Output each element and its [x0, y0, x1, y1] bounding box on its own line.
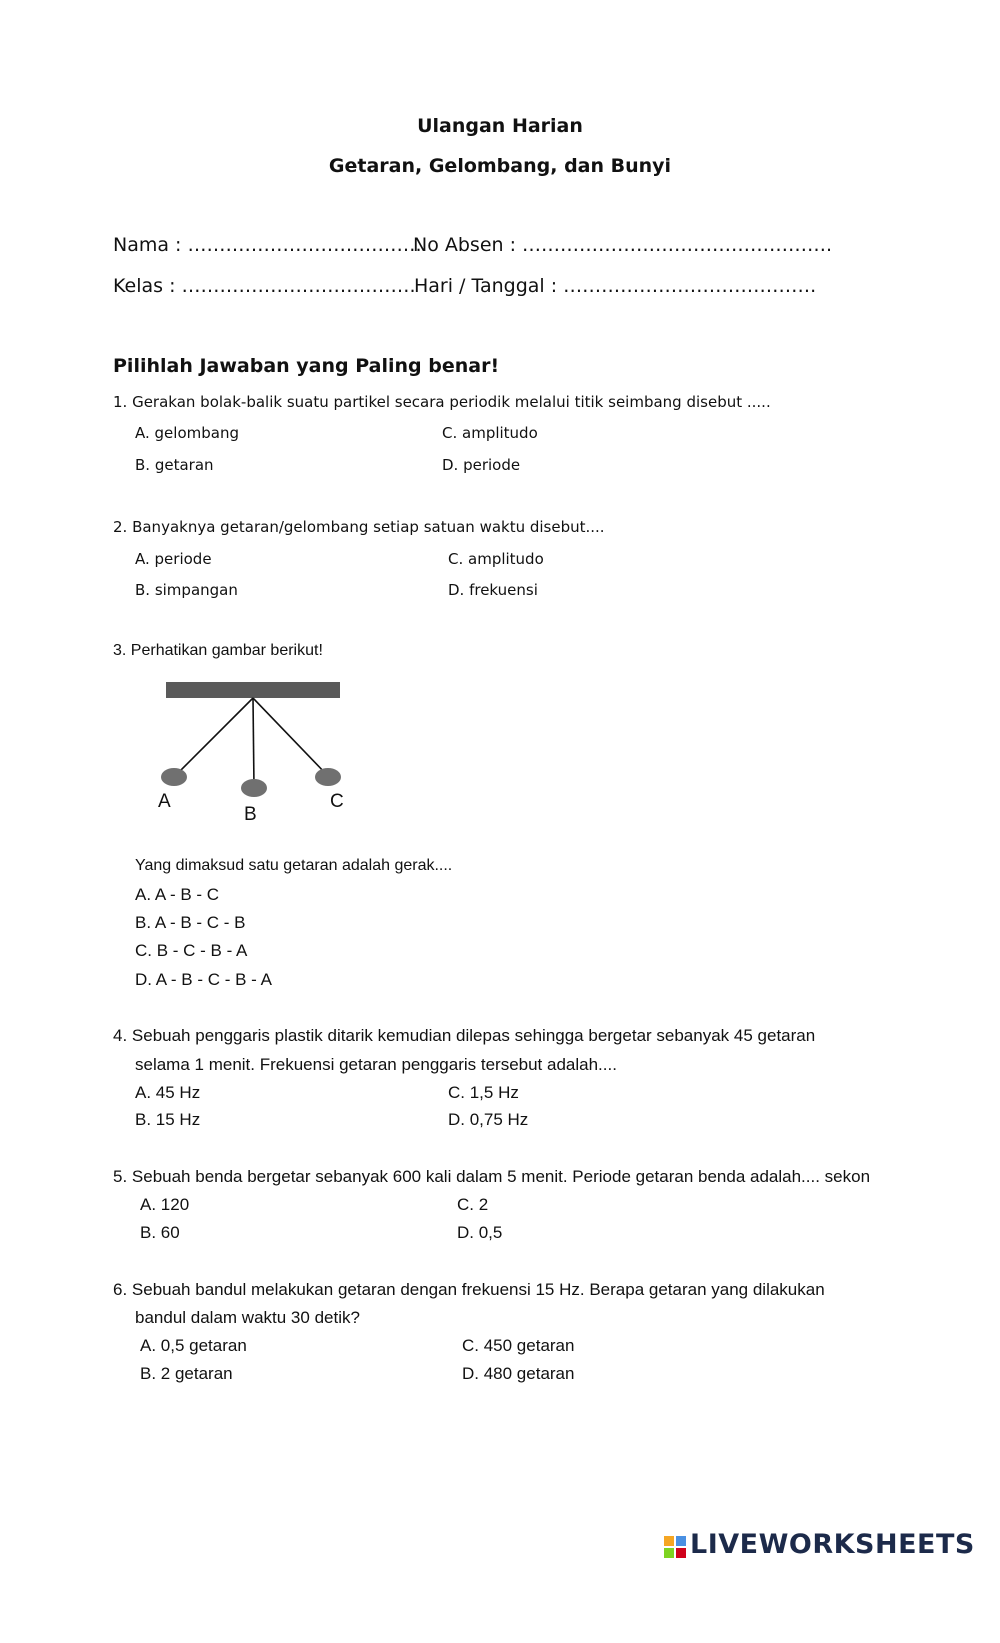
page-subtitle: Getaran, Gelombang, dan Bunyi	[328, 155, 672, 177]
question-3-sub: Yang dimaksud satu getaran adalah gerak....	[135, 857, 453, 874]
hari-tanggal-field[interactable]: Hari / Tanggal : ………………………………….	[414, 275, 817, 297]
pendulum-string-b	[253, 698, 254, 788]
q1-option-a[interactable]: A. gelombang	[135, 424, 239, 442]
q4-option-b[interactable]: B. 15 Hz	[135, 1110, 201, 1129]
question-6-line1: 6. Sebuah bandul melakukan getaran dengan frekuensi 15 Hz. Berapa getaran yang dilakukan	[113, 1280, 825, 1299]
q4-option-c[interactable]: C. 1,5 Hz	[448, 1083, 519, 1102]
liveworksheets-logo[interactable]	[664, 1529, 975, 1560]
q6-option-a[interactable]: A. 0,5 getaran	[140, 1336, 247, 1355]
question-1-text: 1. Gerakan bolak-balik suatu partikel secara periodik melalui titik seimbang disebut .....	[113, 393, 771, 411]
q2-option-d[interactable]: D. frekuensi	[448, 581, 538, 599]
q1-option-b[interactable]: B. getaran	[135, 456, 214, 474]
q2-option-a[interactable]: A. periode	[135, 550, 212, 568]
q6-option-b[interactable]: B. 2 getaran	[140, 1364, 233, 1383]
pendulum-string-c	[253, 698, 328, 776]
pendulum-bob-a	[161, 768, 187, 786]
liveworksheets-logo-icon	[664, 1536, 686, 1558]
q6-option-d[interactable]: D. 480 getaran	[462, 1364, 575, 1383]
pendulum-label-c: C	[330, 791, 344, 812]
question-2-text: 2. Banyaknya getaran/gelombang setiap satuan waktu disebut....	[113, 518, 605, 536]
question-6-line2: bandul dalam waktu 30 detik?	[135, 1308, 360, 1327]
q5-option-c[interactable]: C. 2	[457, 1195, 489, 1214]
q1-option-d[interactable]: D. periode	[442, 456, 521, 474]
nama-field[interactable]: Nama : ……………………………….	[113, 234, 422, 256]
kelas-field[interactable]: Kelas : ……………………………….	[113, 275, 416, 297]
pendulum-bob-b	[241, 779, 267, 797]
question-5-text: 5. Sebuah benda bergetar sebanyak 600 kali dalam 5 menit. Periode getaran benda adalah.... sekon	[113, 1167, 871, 1186]
q5-option-a[interactable]: A. 120	[140, 1195, 190, 1214]
q5-option-d[interactable]: D. 0,5	[457, 1223, 503, 1242]
question-4-line1: 4. Sebuah penggaris plastik ditarik kemudian dilepas sehingga bergetar sebanyak 45 getaran	[113, 1026, 816, 1045]
no-absen-field[interactable]: No Absen : ………………………………………….	[413, 234, 833, 256]
q4-option-d[interactable]: D. 0,75 Hz	[448, 1110, 529, 1129]
pendulum-support-bar	[166, 682, 340, 698]
pendulum-label-b: B	[244, 804, 257, 825]
instruction-heading: Pilihlah Jawaban yang Paling benar!	[113, 355, 500, 377]
pendulum-figure	[150, 676, 360, 826]
pendulum-bob-c	[315, 768, 341, 786]
page-title: Ulangan Harian	[417, 115, 583, 137]
q4-option-a[interactable]: A. 45 Hz	[135, 1083, 201, 1102]
q2-option-b[interactable]: B. simpangan	[135, 581, 238, 599]
liveworksheets-logo-text: LIVEWORKSHEETS	[690, 1529, 975, 1560]
q6-option-c[interactable]: C. 450 getaran	[462, 1336, 575, 1355]
question-3-text: 3. Perhatikan gambar berikut!	[113, 642, 323, 659]
q3-option-c[interactable]: C. B - C - B - A	[135, 941, 248, 960]
q1-option-c[interactable]: C. amplitudo	[442, 424, 538, 442]
q3-option-d[interactable]: D. A - B - C - B - A	[135, 970, 272, 989]
question-4-line2: selama 1 menit. Frekuensi getaran penggaris tersebut adalah....	[135, 1055, 617, 1074]
q2-option-c[interactable]: C. amplitudo	[448, 550, 544, 568]
pendulum-string-a	[175, 698, 253, 776]
pendulum-label-a: A	[158, 791, 171, 812]
q5-option-b[interactable]: B. 60	[140, 1223, 180, 1242]
q3-option-a[interactable]: A. A - B - C	[135, 885, 220, 904]
q3-option-b[interactable]: B. A - B - C - B	[135, 913, 246, 932]
